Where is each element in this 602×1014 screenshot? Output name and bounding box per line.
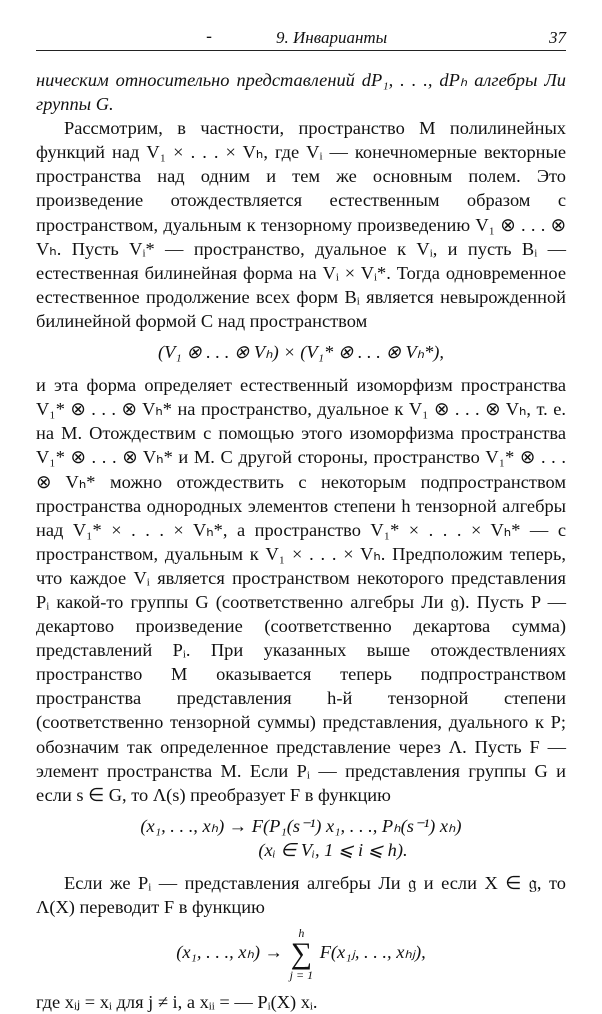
display-formula: (V₁ ⊗ . . . ⊗ Vₕ) × (V₁* ⊗ . . . ⊗ Vₕ*), <box>157 342 445 363</box>
display-formula <box>36 927 566 981</box>
paragraph: где xᵢⱼ = xᵢ для j ≠ i, а xᵢᵢ = — Pᵢ(X) xᵢ. <box>36 992 318 1013</box>
running-header <box>36 22 566 51</box>
header-dash: - <box>206 26 213 47</box>
display-formula <box>36 814 566 862</box>
paragraph: Если же Pᵢ — представления алгебры Ли 𝔤 и если X ∈ 𝔤, то Λ(X) переводит F в функцию <box>36 873 566 918</box>
paragraph: и эта форма определяет естественный изоморфизм пространства V₁* ⊗ . . . ⊗ Vₕ* на пространство, дуальное к V₁ ⊗ . . . ⊗ Vₕ, т. е. на M. Отождествим с помощью этого изоморфизма пространства V₁* ⊗ . . . ⊗ Vₕ* и M. С другой стороны, пространство V₁* ⊗ . . . ⊗ Vₕ* можно отождествить с некоторым подпространством пространства однородных элементов степени h тензорной алгебры над V₁* × . . . × Vₕ*, а пространство V₁* × . . . × Vₕ* — с пространством, дуальным к V₁ × . . . × Vₕ. Предположим теперь, что каждое Vᵢ является пространством некоторого представления Pᵢ какой-то группы G (соответственно алгебры Ли 𝔤). Пусть P — декартово произведение (соответственно декартова сумма) представлений Pᵢ. При указанных выше отождествлениях пространство M оказывается теперь подпространством пространства представления h-й тензорной степени (соответственно тензорной суммы) представления, дуального к P; обозначим так определенное представление через Λ. Пусть F — элемент пространства M. Если Pᵢ — представления группы G и если s ∈ G, то Λ(s) преобразует F в функцию <box>36 375 566 805</box>
paragraph-continuation: ническим относительно представлений dP₁, . . ., dPₕ алгебры Ли группы G. <box>36 70 566 115</box>
body-text <box>36 68 566 1014</box>
sum-lower-limit: j = 1 <box>289 968 314 983</box>
page-number: 37 <box>549 28 566 47</box>
formula-condition: (xᵢ ∈ Vᵢ, 1 ⩽ i ⩽ h). <box>258 839 408 860</box>
sum-upper-limit: h <box>298 926 305 941</box>
formula-line: (x₁, . . ., xₕ) → F(P₁(s⁻¹) x₁, . . ., Pₕ(s⁻¹) xₕ) <box>140 815 462 836</box>
formula-left: (x₁, . . ., xₕ) → <box>176 942 284 963</box>
chapter-title: 9. Инварианты <box>276 28 388 47</box>
summation-symbol <box>290 927 313 981</box>
sigma-sign: ∑ <box>290 937 313 971</box>
formula-right: F(x₁ⱼ, . . ., xₕⱼ), <box>319 942 426 963</box>
paragraph: Рассмотрим, в частности, пространство M полилинейных функций над V₁ × . . . × Vₕ, где Vᵢ — конечномерные векторные пространства над одним и тем же основным полем. Это произведение отождествляется естественным образом с пространством, дуальным к тензорному произведению V₁ ⊗ . . . ⊗ Vₕ. Пусть Vᵢ* — пространство, дуальное к Vᵢ, и пусть Bᵢ — естественная билинейная форма на Vᵢ × Vᵢ*. Тогда одновременное естественное продолжение всех форм Bᵢ является невырожденной билинейной формой C над пространством <box>36 118 566 331</box>
